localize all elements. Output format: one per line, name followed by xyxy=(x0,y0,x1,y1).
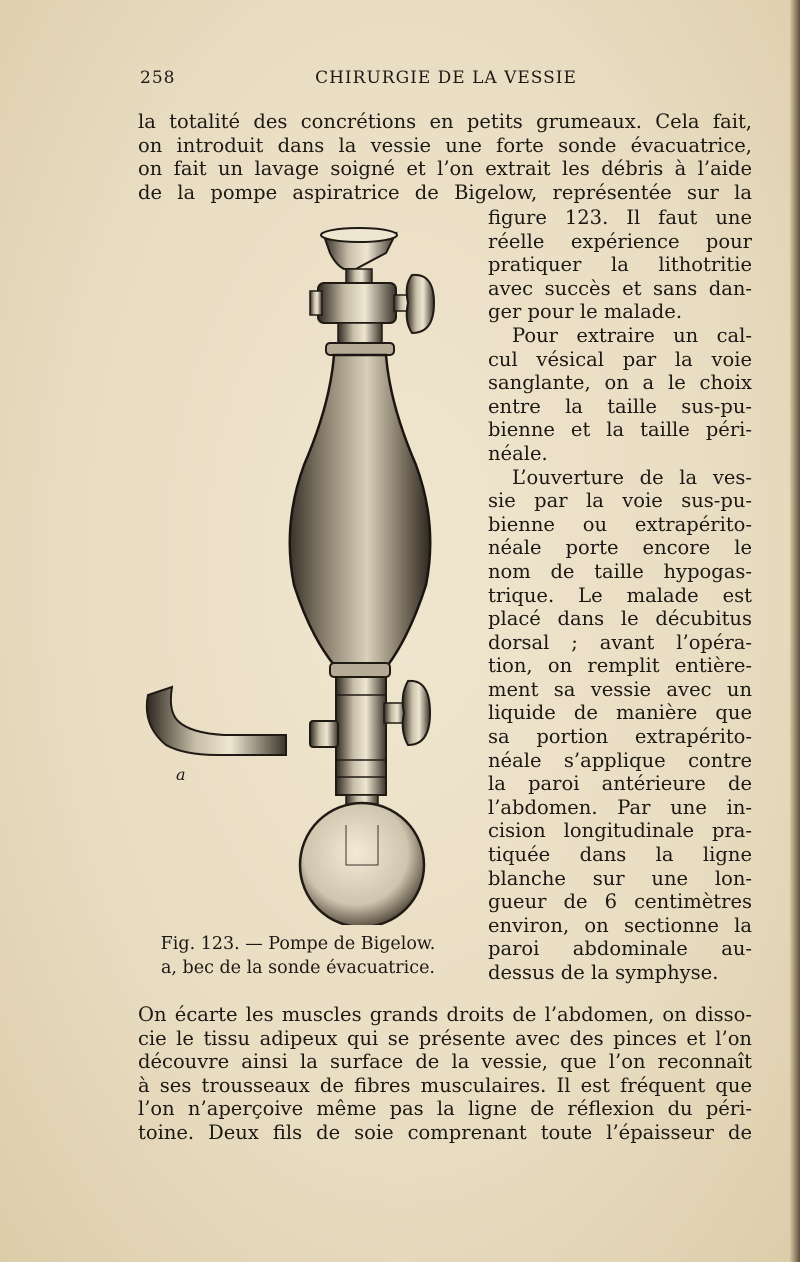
text-line: réelle expérience pour xyxy=(488,229,752,253)
upper-valve-stub xyxy=(310,291,322,315)
caption-line-2: a, bec de la sonde évacuatrice. xyxy=(160,958,435,978)
text-line: néale s’applique contre xyxy=(488,748,752,772)
upper-collar xyxy=(338,323,382,345)
funnel-neck xyxy=(346,269,372,283)
text-line: blanche sur une lon- xyxy=(488,866,752,890)
text-line: cie le tissu adipeux qui se présente avec des pinces et l’on xyxy=(138,1026,752,1050)
page-header xyxy=(140,68,752,94)
text-line: bienne ou extrapérito- xyxy=(488,512,752,536)
side-nozzle xyxy=(310,721,338,747)
page-edge xyxy=(790,0,800,1262)
rubber-bulb xyxy=(290,355,430,665)
text-line: à ses trousseaux de fibres musculaires. Il est fréquent que xyxy=(138,1073,752,1097)
text-line: la paroi antérieure de xyxy=(488,772,752,796)
text-line: l’on n’aperçoive même pas la ligne de réflexion du péri- xyxy=(138,1097,752,1121)
text-line: sa portion extrapérito- xyxy=(488,725,752,749)
running-title: CHIRURGIE DE LA VESSIE xyxy=(315,68,577,88)
text-line: bienne et la taille péri- xyxy=(488,418,752,442)
text-line: cision longitudinale pra- xyxy=(488,819,752,843)
text-line: de la pompe aspiratrice de Bigelow, représentée sur la xyxy=(138,180,752,204)
page-number: 258 xyxy=(140,68,176,88)
text-line: on fait un lavage soigné et l’on extrait les débris à l’aide xyxy=(138,157,752,181)
text-line: On écarte les muscles grands droits de l’abdomen, on disso- xyxy=(138,1003,752,1026)
glass-globe xyxy=(300,803,424,925)
text-line: Pour extraire un cal- xyxy=(512,323,752,347)
text-line: l’abdomen. Par une in- xyxy=(488,795,752,819)
catheter-beak xyxy=(147,687,286,755)
text-line: néale. xyxy=(488,441,548,465)
text-line: liquide de manière que xyxy=(488,701,752,725)
text-line: placé dans le décubitus xyxy=(488,607,752,631)
upper-valve-handle xyxy=(407,275,434,333)
caption-line-1: Fig. 123. — Pompe de Bigelow. xyxy=(160,934,436,954)
upper-valve-body xyxy=(318,283,396,323)
text-line: ment sa vessie avec un xyxy=(488,677,752,701)
bottom-paragraph xyxy=(138,1003,752,1145)
text-line: L’ouverture de la ves- xyxy=(512,465,752,489)
text-column xyxy=(488,206,752,985)
lower-ring xyxy=(330,663,390,677)
text-line: la totalité des concrétions en petits grumeaux. Cela fait, xyxy=(138,110,752,133)
intro-paragraph xyxy=(138,110,752,204)
text-line: tion, on remplit entière- xyxy=(488,654,752,678)
funnel-rim xyxy=(321,228,397,242)
figure-label-a: a xyxy=(176,765,186,784)
lower-valve-handle xyxy=(403,681,430,745)
text-line: découvre ainsi la surface de la vessie, que l’on reconnaît xyxy=(138,1050,752,1074)
text-line: entre la taille sus-pu- xyxy=(488,394,752,418)
figure-bigelow-pump xyxy=(138,225,458,925)
text-line: sie par la voie sus-pu- xyxy=(488,489,752,513)
text-line: dessus de la symphyse. xyxy=(488,961,719,984)
text-line: tiquée dans la ligne xyxy=(488,843,752,867)
bigelow-pump-illustration xyxy=(138,225,458,925)
upper-ring xyxy=(326,343,394,355)
text-line: environ, on sectionne la xyxy=(488,913,752,937)
text-line: sanglante, on a le choix xyxy=(488,371,752,395)
text-line: paroi abdominale au- xyxy=(488,937,752,961)
text-line: toine. Deux fils de soie comprenant toute l’épaisseur de xyxy=(138,1120,752,1144)
figure-caption xyxy=(128,932,468,980)
text-line: cul vésical par la voie xyxy=(488,347,752,371)
text-line: nom de taille hypogas- xyxy=(488,559,752,583)
text-line: trique. Le malade est xyxy=(488,583,752,607)
text-line: gueur de 6 centimètres xyxy=(488,890,752,914)
text-line: ger pour le malade. xyxy=(488,300,683,324)
text-line: dorsal ; avant l’opéra- xyxy=(488,630,752,654)
text-line: on introduit dans la vessie une forte sonde évacuatrice, xyxy=(138,133,752,157)
text-line: néale porte encore le xyxy=(488,536,752,560)
text-line: pratiquer la lithotritie xyxy=(488,253,752,277)
text-line: figure 123. Il faut une xyxy=(488,206,752,229)
text-line: avec succès et sans dan- xyxy=(488,276,752,300)
